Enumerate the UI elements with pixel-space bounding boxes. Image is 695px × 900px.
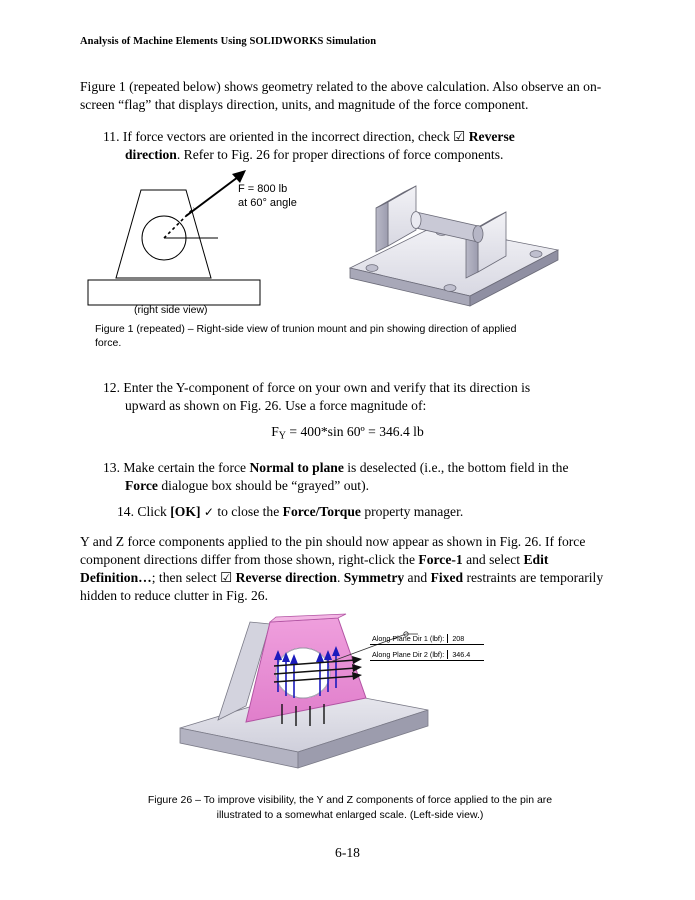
callout-1-value: 208 xyxy=(447,634,464,643)
right-side-view-label: (right side view) xyxy=(134,304,208,316)
step-14-text-a: Click xyxy=(137,504,171,519)
step-12-text: Enter the Y-component of force on your own and verify that its direction is upward as shown on Fig. 26. Use a force magnitude of: xyxy=(123,380,531,414)
step-11 xyxy=(103,128,533,165)
step-12-number: 12. xyxy=(103,380,120,395)
step-13-bold-force: Force xyxy=(125,478,158,494)
step-13-number: 13. xyxy=(103,460,120,475)
force-flag-line-1: F = 800 lb xyxy=(238,183,288,195)
post-para-c: and select xyxy=(462,552,524,568)
figure-26-model-view xyxy=(170,600,540,780)
callout-along-plane-dir-1 xyxy=(372,634,464,643)
callout-2-value: 346.4 xyxy=(447,650,470,659)
step-13-text-e: dialogue box should be “grayed” out). xyxy=(157,478,369,494)
check-icon: ✓ xyxy=(203,505,214,519)
force-y-formula xyxy=(0,424,695,442)
post-para-g: . xyxy=(336,570,344,586)
callout-1-label: Along Plane Dir 1 (lbf): xyxy=(372,634,445,643)
step-14-bold-force-torque: Force/Torque xyxy=(282,504,361,519)
callout-1-underline xyxy=(370,644,484,645)
post-para-k: restraints are temporarily hidden to reduce clutter in Fig. 26. xyxy=(80,570,604,604)
callout-2-underline xyxy=(370,660,484,661)
post-para-symmetry: Symmetry xyxy=(343,570,405,586)
post-para-force-1: Force-1 xyxy=(418,552,463,568)
step-11-text-a: If force vectors are oriented in the incorrect direction, check ☑ xyxy=(122,129,469,144)
step-13-text-a: Make certain the force xyxy=(123,460,250,475)
formula-lead: F xyxy=(271,424,279,439)
post-para-fixed: Fixed xyxy=(430,570,464,586)
step-14-ok-label: [OK] xyxy=(170,504,201,519)
step-11-text-c: . Refer to Fig. 26 for proper directions of force components. xyxy=(176,147,504,163)
post-steps-paragraph xyxy=(80,533,625,605)
trunion-mount-3d-view xyxy=(330,168,570,303)
step-13-text-c: is deselected (i.e., the bottom field in the xyxy=(343,460,569,475)
step-14 xyxy=(117,503,587,521)
step-13-bold-normal-to-plane: Normal to plane xyxy=(249,460,344,475)
intro-paragraph: Figure 1 (repeated below) shows geometry related to the above calculation. Also observe an on-screen “flag” that displays direction, units, and magnitude of the force component. xyxy=(80,79,602,113)
figure-26-caption: Figure 26 – To improve visibility, the Y and Z components of force applied to the pin are illustrated to a somewhat enlarged scale. (Left-side view.) xyxy=(147,794,553,821)
step-12 xyxy=(103,379,563,416)
force-flag-line-2: at 60° angle xyxy=(238,197,297,209)
post-para-edit-definition: Edit Definition… xyxy=(80,552,549,586)
page-header: Analysis of Machine Elements Using SOLIDWORKS Simulation xyxy=(80,36,377,47)
step-14-number: 14. xyxy=(117,504,134,519)
callout-along-plane-dir-2 xyxy=(372,650,470,659)
step-14-text-e: property manager. xyxy=(360,504,464,519)
callout-2-label: Along Plane Dir 2 (lbf): xyxy=(372,650,445,659)
formula-rest: = 400*sin 60º = 346.4 lb xyxy=(286,424,424,439)
step-13 xyxy=(103,459,573,496)
post-para-a: Y and Z force components applied to the pin should now appear as shown in Fig. 26. If force component directions differ from those shown, right-click the xyxy=(80,534,586,568)
post-para-e: ; then select ☑ xyxy=(151,570,236,586)
page-number: 6-18 xyxy=(335,845,360,860)
post-para-i: and xyxy=(404,570,431,586)
figure-1-caption: Figure 1 (repeated) – Right-side view of trunion mount and pin showing direction of applied force. xyxy=(95,323,517,350)
step-11-bold: Reverse direction xyxy=(125,129,515,163)
step-11-number: 11. xyxy=(103,129,120,144)
formula-subscript: Y xyxy=(278,430,287,442)
step-14-text-c: to close the xyxy=(213,504,283,519)
post-para-reverse-direction: Reverse direction xyxy=(235,570,337,586)
